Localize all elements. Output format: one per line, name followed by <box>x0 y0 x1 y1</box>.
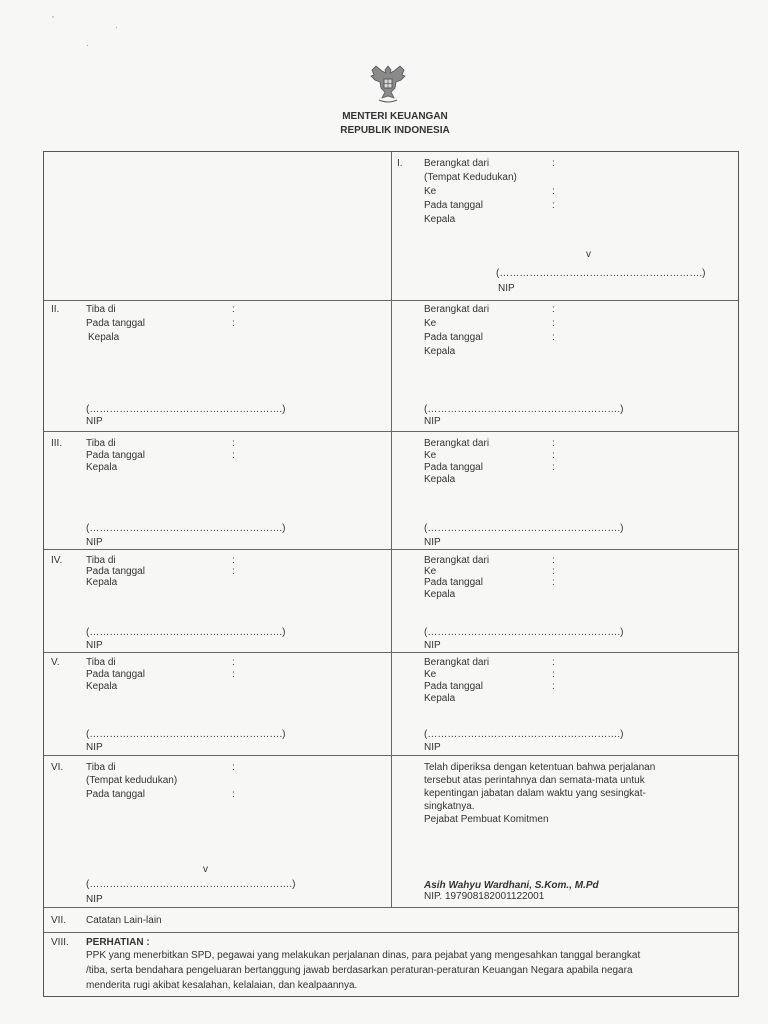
label-nip: NIP <box>86 742 103 753</box>
roman-v: V. <box>51 657 60 668</box>
label-berangkat-dari: Berangkat dari <box>424 555 490 566</box>
colon: : <box>232 789 235 800</box>
colon: : <box>552 332 555 343</box>
label-berangkat-dari: Berangkat dari <box>424 158 490 169</box>
colon: : <box>232 555 235 566</box>
label-pada-tanggal: Pada tanggal <box>424 200 483 211</box>
colon: : <box>232 450 235 461</box>
label-berangkat-dari: Berangkat dari <box>424 304 490 315</box>
signer-nip: NIP. 197908182001122001 <box>424 891 545 902</box>
roman-iii: III. <box>51 438 63 449</box>
perhatian-line1: PPK yang menerbitkan SPD, pegawai yang melakukan perjalanan dinas, para pejabat yang mengesahkan tanggal berangkat <box>86 950 641 961</box>
signature-dots: (…………………………………………………….) <box>86 879 296 890</box>
colon: : <box>552 657 555 668</box>
label-pada-tanggal: Pada tanggal <box>86 450 145 461</box>
colon: : <box>232 438 235 449</box>
label-ke: Ke <box>424 669 437 680</box>
perhatian-title: PERHATIAN : <box>86 937 150 948</box>
label-tempat-kedudukan: (Tempat Kedudukan) <box>424 172 517 183</box>
label-pada-tanggal: Pada tanggal <box>86 669 145 680</box>
label-nip: NIP <box>86 537 103 548</box>
signer-name: Asih Wahyu Wardhani, S.Kom., M.Pd <box>424 880 599 891</box>
colon: : <box>552 566 555 577</box>
label-pada-tanggal: Pada tanggal <box>424 577 483 588</box>
label-nip: NIP <box>498 283 515 294</box>
colon: : <box>232 657 235 668</box>
column-divider <box>391 152 392 908</box>
check-mark: v <box>586 249 591 260</box>
row-divider <box>44 932 738 933</box>
label-kepala: Kepala <box>424 346 456 357</box>
signature-dots: (…………………………………………………….) <box>496 268 706 279</box>
header-title-line2: REPUBLIK INDONESIA <box>340 125 450 136</box>
colon: : <box>232 762 235 773</box>
label-kepala: Kepala <box>86 577 118 588</box>
label-tiba-di: Tiba di <box>86 555 116 566</box>
colon: : <box>232 304 235 315</box>
signature-dots: (………………………………………………….) <box>424 627 624 638</box>
colon: : <box>552 555 555 566</box>
label-nip: NIP <box>424 742 441 753</box>
label-berangkat-dari: Berangkat dari <box>424 657 490 668</box>
label-ke: Ke <box>424 186 437 197</box>
label-berangkat-dari: Berangkat dari <box>424 438 490 449</box>
label-nip: NIP <box>86 416 103 427</box>
label-pada-tanggal: Pada tanggal <box>86 566 145 577</box>
label-nip: NIP <box>424 640 441 651</box>
garuda-emblem-icon <box>368 62 408 104</box>
colon: : <box>232 566 235 577</box>
signature-dots: (………………………………………………….) <box>424 729 624 740</box>
colon: : <box>552 186 555 197</box>
label-kepala: Kepala <box>424 693 456 704</box>
roman-iv: IV. <box>51 555 63 566</box>
catatan-label: Catatan Lain-lain <box>86 915 162 926</box>
colon: : <box>552 318 555 329</box>
label-pada-tanggal: Pada tanggal <box>424 462 483 473</box>
label-pada-tanggal: Pada tanggal <box>86 789 145 800</box>
label-kepala: Kepala <box>424 589 456 600</box>
signature-dots: (………………………………………………….) <box>86 729 286 740</box>
label-pada-tanggal: Pada tanggal <box>86 318 145 329</box>
label-pada-tanggal: Pada tanggal <box>424 332 483 343</box>
colon: : <box>552 304 555 315</box>
perhatian-line3: menderita rugi akibat kesalahan, kelalaian, dan kealpaannya. <box>86 980 358 991</box>
ppk-statement-line3: kepentingan jabatan dalam waktu yang sesingkat- <box>424 788 646 799</box>
label-tempat-kedudukan: (Tempat kedudukan) <box>86 775 178 786</box>
scan-mark: . <box>115 20 118 31</box>
label-kepala: Kepala <box>86 462 118 473</box>
label-pada-tanggal: Pada tanggal <box>424 681 483 692</box>
scan-mark: ' <box>52 15 54 26</box>
colon: : <box>552 462 555 473</box>
label-kepala: Kepala <box>88 332 120 343</box>
signature-dots: (………………………………………………….) <box>86 404 286 415</box>
colon: : <box>232 318 235 329</box>
colon: : <box>552 450 555 461</box>
label-nip: NIP <box>424 416 441 427</box>
check-mark: v <box>203 864 208 875</box>
label-tiba-di: Tiba di <box>86 762 116 773</box>
colon: : <box>552 681 555 692</box>
label-ke: Ke <box>424 566 437 577</box>
signature-dots: (………………………………………………….) <box>86 627 286 638</box>
ppk-statement-line1: Telah diperiksa dengan ketentuan bahwa perjalanan <box>424 762 656 773</box>
label-tiba-di: Tiba di <box>86 304 116 315</box>
roman-vi: VI. <box>51 762 64 773</box>
perhatian-line2: /tiba, serta bendahara pengeluaran bertanggung jawab berdasarkan peraturan-peraturan Keuangan Negara apabila negara <box>86 965 633 976</box>
label-kepala: Kepala <box>86 681 118 692</box>
colon: : <box>552 158 555 169</box>
roman-i: I. <box>397 158 403 169</box>
label-kepala: Kepala <box>424 474 456 485</box>
ppk-statement-line4: singkatnya. <box>424 801 475 812</box>
colon: : <box>552 577 555 588</box>
label-tiba-di: Tiba di <box>86 438 116 449</box>
roman-vii: VII. <box>51 915 67 926</box>
colon: : <box>232 669 235 680</box>
header-title-line1: MENTERI KEUANGAN <box>342 111 448 122</box>
signature-dots: (………………………………………………….) <box>424 404 624 415</box>
roman-ii: II. <box>51 304 60 315</box>
ppk-statement-line2: tersebut atas perintahnya dan semata-mata untuk <box>424 775 645 786</box>
label-nip: NIP <box>86 894 103 905</box>
signature-dots: (………………………………………………….) <box>86 523 286 534</box>
label-nip: NIP <box>86 640 103 651</box>
roman-viii: VIII. <box>51 937 69 948</box>
label-ke: Ke <box>424 450 437 461</box>
scan-mark: . <box>86 38 89 49</box>
colon: : <box>552 200 555 211</box>
ppk-title: Pejabat Pembuat Komitmen <box>424 814 549 825</box>
label-ke: Ke <box>424 318 437 329</box>
signature-dots: (………………………………………………….) <box>424 523 624 534</box>
label-tiba-di: Tiba di <box>86 657 116 668</box>
label-nip: NIP <box>424 537 441 548</box>
colon: : <box>552 669 555 680</box>
label-kepala: Kepala <box>424 214 456 225</box>
colon: : <box>552 438 555 449</box>
